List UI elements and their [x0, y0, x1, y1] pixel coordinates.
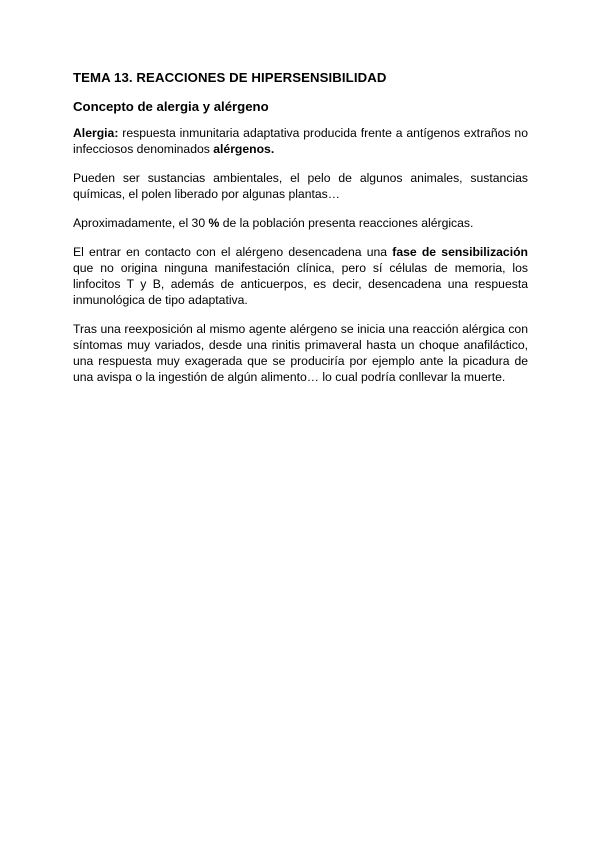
- sensitization-phase-term: fase de sensibilización: [392, 245, 528, 259]
- document-title: TEMA 13. REACCIONES DE HIPERSENSIBILIDAD: [73, 70, 387, 85]
- sensitization-text-after: que no origina ninguna manifestación clínica, pero sí células de memoria, los linfocitos T y B, además de anticuerpos, es decir, desencadena una respuesta inmunológica de tipo adaptativa.: [73, 261, 528, 307]
- statistic-text-before: Aproximadamente, el 30: [73, 216, 209, 230]
- statistic-percent-sign: %: [208, 216, 220, 230]
- reexposure-text: Tras una reexposición al mismo agente alérgeno se inicia una reacción alérgica con síntomas muy variados, desde una rinitis primaveral hasta un choque anafiláctico, una respuesta muy exagerada que se produciría por ejemplo ante la picadura de una avispa o la ingestión de algún alimento… lo cual podría conllevar la muerte.: [73, 322, 528, 384]
- definition-text: respuesta inmunitaria adaptativa producida frente a antígenos extraños no infecciosos denominados: [73, 126, 528, 156]
- examples-text: Pueden ser sustancias ambientales, el pelo de algunos animales, sustancias químicas, el polen liberado por algunas plantas…: [73, 171, 528, 201]
- paragraph-definition: [73, 125, 528, 157]
- document-body: [73, 70, 528, 385]
- definition-bold-term: alérgenos.: [213, 142, 275, 156]
- paragraph-sensitization: [73, 244, 528, 308]
- paragraph-reexposure: [73, 321, 528, 385]
- statistic-text-after: de la población presenta reacciones alérgicas.: [219, 216, 474, 230]
- paragraph-examples: [73, 170, 528, 202]
- section-title: Concepto de alergia y alérgeno: [73, 99, 269, 114]
- definition-term: Alergia:: [73, 126, 119, 140]
- sensitization-text-before: El entrar en contacto con el alérgeno desencadena una: [73, 245, 393, 259]
- paragraph-statistic: [73, 215, 528, 231]
